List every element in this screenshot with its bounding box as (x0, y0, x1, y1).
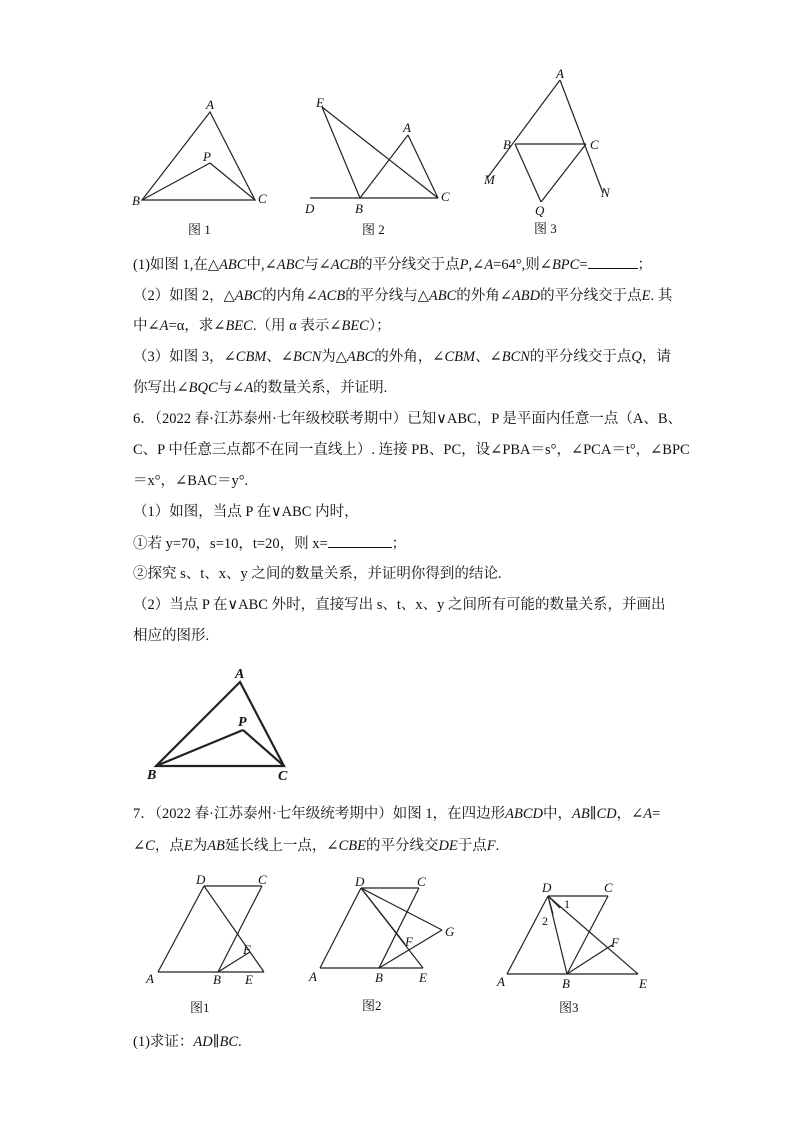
label-c: C (604, 880, 613, 895)
q7-line2: ∠C，点E为AB延长线上一点，∠CBE的平分线交DE于点F. (133, 838, 500, 854)
segment-df (361, 888, 405, 944)
label-b: B (355, 201, 363, 216)
segment-ad (320, 888, 361, 968)
label-f: F (405, 934, 413, 949)
segment-am (488, 80, 560, 177)
q6-line6: ②探究 s、t、x、y 之间的数量关系，并证明你得到的结论. (133, 566, 502, 582)
label-b: B (147, 768, 157, 783)
segment-bf (567, 945, 612, 974)
label-f: F (611, 935, 619, 950)
figure-caption: 图 2 (362, 222, 385, 237)
q6-line2: C、P 中任意三点都不在同一直线上）. 连接 PB、PC，设∠PBA＝s°，∠PCA＝t°，∠BPC (133, 442, 690, 458)
label-f: F (243, 942, 251, 957)
q7-part1: (1)求证：AD∥BC. (133, 1034, 242, 1050)
label-b: B (562, 976, 570, 991)
answer-blank[interactable] (588, 254, 638, 269)
segment-ba (360, 135, 408, 198)
segment-ac (408, 135, 438, 198)
label-e: E (245, 972, 253, 987)
answer-blank[interactable] (328, 533, 392, 548)
segment-cq (541, 144, 586, 202)
q6-line7: （2）当点 P 在∨ABC 外时，直接写出 s、t、x、y 之间所有可能的数量关系，并画出 (133, 597, 666, 613)
segment-bp (142, 163, 210, 200)
label-c: C (441, 189, 450, 204)
segment-ad (507, 896, 548, 974)
label-p: P (203, 149, 211, 164)
triangle-abc (156, 682, 284, 766)
label-d: D (542, 880, 552, 895)
label-a: A (309, 969, 317, 984)
segment-cb (567, 896, 608, 974)
label-d: D (355, 874, 365, 889)
q7-line1: 7．（2022 春·江苏泰州·七年级统考期中）如图 1，在四边形ABCD中，AB∥CD，∠A= (133, 806, 661, 822)
label-c: C (258, 191, 267, 206)
q5-part2-line1: （2）如图 2，△ABC的内角∠ACB的平分线与△ABC的外角∠ABD的平分线交于点E. 其 (133, 288, 673, 304)
q5-part1: (1)如图 1,在△ABC中,∠ABC与∠ACB的平分线交于点P,∠A=64°,则∠BPC= ； (133, 254, 652, 275)
label-b: B (375, 970, 383, 985)
segment-pc (243, 730, 284, 766)
label-b: B (132, 193, 140, 208)
label-d: D (305, 201, 315, 216)
segment-eb (322, 107, 360, 198)
label-a: A (497, 974, 505, 989)
segment-ec (322, 107, 438, 198)
q6-line8: 相应的图形. (133, 628, 210, 644)
segment-ad (158, 886, 204, 972)
q7-figure-1 (140, 870, 290, 1020)
label-p: P (238, 715, 247, 730)
q6-line4: （1）如图，当点 P 在∨ABC 内时， (133, 504, 359, 520)
label-a: A (206, 97, 214, 112)
label-m: M (484, 172, 495, 187)
label-e: E (639, 976, 647, 991)
figure-caption: 图3 (559, 1000, 579, 1015)
label-angle-2: 2 (542, 914, 548, 928)
figure-1-triangle-abc (130, 95, 280, 245)
label-b: B (213, 972, 221, 987)
q7-figure-3 (492, 870, 662, 1020)
q6-line3: ＝x°，∠BAC＝y°. (133, 473, 249, 489)
label-g: G (445, 924, 455, 939)
segment-bq (515, 144, 541, 202)
label-q: Q (535, 203, 545, 218)
q7-figure-2 (305, 870, 465, 1020)
label-e: E (316, 95, 324, 110)
figure-caption: 图 3 (534, 221, 557, 236)
label-n: N (601, 185, 610, 200)
label-angle-1: 1 (564, 897, 570, 911)
label-e: E (419, 970, 427, 985)
label-a: A (556, 66, 564, 81)
label-c: C (417, 874, 426, 889)
figure-caption: 图 1 (188, 222, 211, 237)
figure-caption: 图2 (362, 998, 382, 1013)
q6-line5: ①若 y=70，s=10，t=20，则 x= ； (133, 533, 406, 554)
figure-3-exterior-bisectors (478, 65, 628, 245)
segment-bp (156, 730, 243, 766)
q6-figure-triangle-p-inside (140, 662, 310, 792)
segment-pc (210, 163, 255, 200)
q5-part3-line2: 你写出∠BQC与∠A的数量关系，并证明. (133, 380, 388, 396)
label-b: B (503, 137, 511, 152)
q6-line1: 6．（2022 春·江苏泰州·七年级校联考期中）已知∨ABC，P 是平面内任意一点（A、B、 (133, 411, 683, 427)
label-a: A (235, 667, 245, 682)
label-d: D (196, 872, 206, 887)
q5-part3-line1: （3）如图 3，∠CBM、∠BCN为△ABC的外角，∠CBM、∠BCN的平分线交于点Q，请 (133, 349, 671, 365)
label-c: C (258, 872, 267, 887)
label-c: C (590, 137, 599, 152)
label-c: C (278, 769, 288, 784)
label-a: A (403, 120, 411, 135)
q5-part2-line2: 中∠A=α，求∠BEC.（用 α 表示∠BEC）； (133, 318, 391, 334)
segment-de (548, 896, 638, 974)
label-a: A (146, 971, 154, 986)
figure-2-triangle-abc-exterior (298, 95, 458, 245)
figure-caption: 图1 (190, 1000, 210, 1015)
